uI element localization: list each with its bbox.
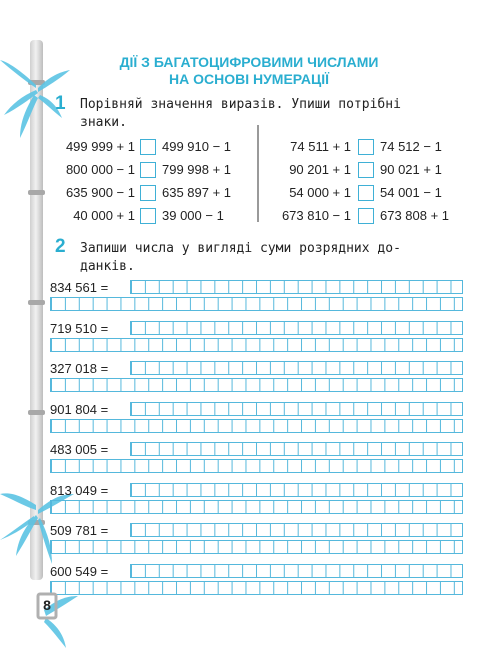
answer-grid-continuation[interactable]: [50, 581, 463, 595]
number-label: 813 049 =: [50, 482, 109, 498]
expression-left-a: 635 900 − 1: [65, 185, 135, 200]
expression-left-a: 40 000 + 1: [73, 208, 135, 223]
answer-grid[interactable]: [130, 280, 463, 294]
expression-left-a: 499 999 + 1: [65, 139, 135, 154]
task-1-text-line1: Порівняй значення виразів. Упиши потрібні: [80, 97, 401, 112]
page-title: ДІЇ З БАГАТОЦИФРОВИМИ ЧИСЛАМИ: [119, 54, 379, 70]
expression-right-a: 673 810 − 1: [281, 208, 351, 223]
number-label: 834 561 =: [50, 280, 109, 295]
answer-grid-continuation[interactable]: [50, 500, 463, 514]
compare-box-right[interactable]: [358, 208, 374, 224]
expression-left-b: 635 897 + 1: [162, 185, 232, 200]
compare-box-right[interactable]: [358, 185, 374, 201]
compare-box-left[interactable]: [140, 208, 156, 224]
expression-right-b: 673 808 + 1: [380, 208, 450, 223]
compare-box-left[interactable]: [140, 162, 156, 178]
answer-grid[interactable]: [130, 442, 463, 456]
compare-box-right[interactable]: [358, 139, 374, 155]
expression-right-b: 90 021 + 1: [380, 162, 442, 177]
task-1-number: 1: [55, 93, 66, 114]
answer-grid[interactable]: [130, 564, 463, 578]
answer-grid-continuation[interactable]: [50, 338, 463, 352]
page-number: 8: [43, 597, 51, 613]
answer-grid[interactable]: [130, 483, 463, 497]
answer-grid-continuation[interactable]: [50, 378, 463, 392]
compare-box-left[interactable]: [140, 139, 156, 155]
task-2-text-line2: данків.: [80, 259, 135, 274]
number-label: 719 510 =: [50, 320, 109, 336]
expression-right-a: 54 000 + 1: [289, 185, 351, 200]
expression-right-b: 74 512 − 1: [380, 139, 442, 154]
expression-left-b: 39 000 − 1: [162, 208, 224, 223]
expression-left-b: 499 910 − 1: [162, 139, 232, 154]
answer-grid-continuation[interactable]: [50, 419, 463, 433]
expression-right-b: 54 001 − 1: [380, 185, 442, 200]
compare-box-right[interactable]: [358, 162, 374, 178]
expression-right-a: 90 201 + 1: [289, 162, 351, 177]
task-1-text-line2: знаки.: [80, 115, 127, 130]
number-label: 901 804 =: [50, 401, 109, 417]
number-label: 327 018 =: [50, 361, 109, 376]
answer-grid[interactable]: [130, 321, 463, 335]
number-label: 483 005 =: [50, 442, 109, 457]
task-2-text-line1: Запиши числа у вигляді суми розрядних до-: [80, 241, 401, 256]
answer-grid[interactable]: [130, 402, 463, 416]
answer-grid-continuation[interactable]: [50, 540, 463, 554]
answer-grid-continuation[interactable]: [50, 297, 463, 311]
answer-grid-continuation[interactable]: [50, 459, 463, 473]
answer-grid[interactable]: [130, 523, 463, 537]
task-2-number: 2: [55, 236, 66, 257]
expression-right-a: 74 511 + 1: [290, 139, 351, 154]
expression-left-a: 800 000 − 1: [65, 162, 135, 177]
number-label: 509 781 =: [50, 523, 109, 538]
expression-left-b: 799 998 + 1: [162, 162, 232, 177]
answer-grid[interactable]: [130, 361, 463, 375]
compare-box-left[interactable]: [140, 185, 156, 201]
column-divider: [257, 125, 259, 222]
number-label: 600 549 =: [50, 563, 109, 579]
page-subtitle: НА ОСНОВІ НУМЕРАЦІЇ: [168, 71, 329, 87]
